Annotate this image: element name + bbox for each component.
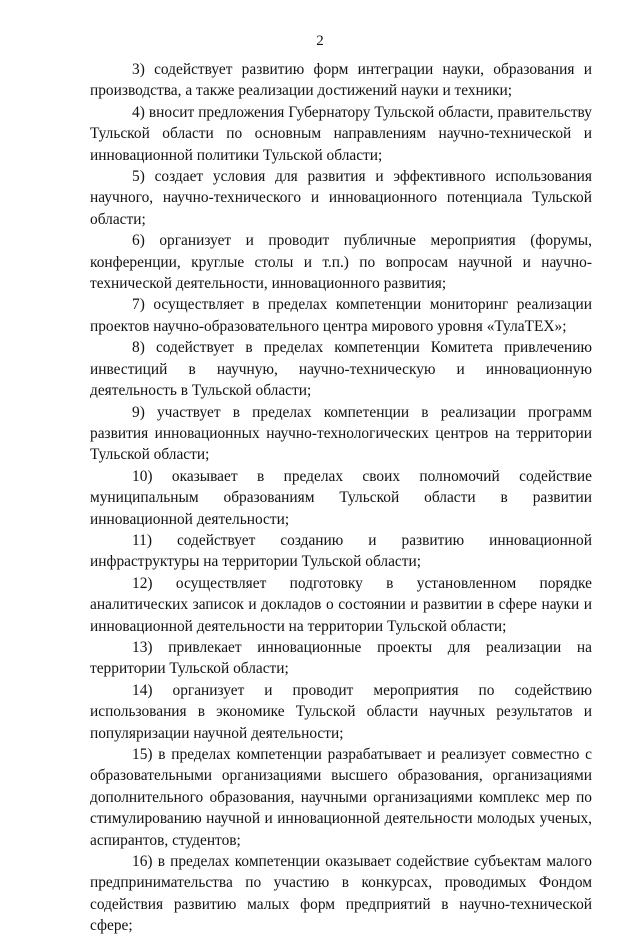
item-text: содействует созданию и развитию инновационной инфраструктуры на территории Тульской области; <box>90 531 592 571</box>
list-item <box>90 166 592 230</box>
item-text: создает условия для развития и эффективного использования научного, научно-технического и инновационного потенциала Тульской области; <box>90 168 592 228</box>
item-number: 13) <box>132 638 153 656</box>
item-text: участвует в пределах компетенции в реализации программ развития инновационных научно-технологических центров на территории Тульской области; <box>90 403 592 464</box>
item-number: 5) <box>132 168 145 186</box>
list-item <box>90 230 592 294</box>
list-item <box>90 744 592 851</box>
item-number: 7) <box>132 296 145 314</box>
list-item <box>90 530 592 573</box>
item-number: 16) <box>132 853 153 871</box>
item-text: организует и проводит мероприятия по содействию использования в экономике Тульской области научных результатов и популяризации научной деятельности; <box>90 681 592 742</box>
item-text: осуществляет подготовку в установленном порядке аналитических записок и докладов о состоянии и развитии в сфере науки и инновационной деятельности на территории Тульской области; <box>90 574 592 635</box>
list-item <box>90 59 592 102</box>
item-text: в пределах компетенции разрабатывает и реализует совместно с образовательными организациями высшего образования, организациями дополнительного образования, научными организациями комплекс мер по стимулированию научной и инновационной деятельности молодых ученых, аспирантов, студентов; <box>90 746 592 849</box>
item-number: 8) <box>132 339 145 357</box>
list-item <box>90 337 592 401</box>
item-text: содействует развитию форм интеграции науки, образования и производства, а также реализации достижений науки и техники; <box>90 61 592 100</box>
item-text: в пределах компетенции оказывает содействие субъектам малого предпринимательства по участию в конкурсах, проводимых Фондом содействия развитию малых форм предприятий в научно-технической сфере; <box>90 853 592 935</box>
item-number: 4) <box>132 103 145 121</box>
item-number: 3) <box>132 61 145 78</box>
list-item <box>90 637 592 680</box>
item-number: 10) <box>132 467 153 485</box>
list-item <box>90 851 592 937</box>
item-text: организует и проводит публичные мероприятия (форумы, конференции, круглые столы и т.п.) по вопросам научной и научно-технической деятельности, инновационного развития; <box>90 232 592 293</box>
item-text: осуществляет в пределах компетенции мониторинг реализации проектов научно-образовательного центра мирового уровня «ТулаТЕХ»; <box>90 296 592 335</box>
item-number: 11) <box>132 531 152 549</box>
item-number: 15) <box>132 746 153 763</box>
item-text: привлекает инновационные проекты для реализации на территории Тульской области; <box>90 638 592 678</box>
page-number: 2 <box>316 33 324 49</box>
list-item <box>90 102 592 166</box>
document-body <box>90 59 592 937</box>
item-text: содействует в пределах компетенции Комитета привлечению инвестиций в научную, научно-техническую и инновационную деятельность в Тульской области; <box>90 339 592 400</box>
item-text: оказывает в пределах своих полномочий содействие муниципальным образованиям Тульской области в развитии инновационной деятельности; <box>90 467 592 528</box>
item-text: вносит предложения Губернатору Тульской области, правительству Тульской области по основным направлениям научно-технической и инновационной политики Тульской области; <box>90 103 592 164</box>
item-number: 9) <box>132 403 145 421</box>
list-item <box>90 573 592 637</box>
item-number: 14) <box>132 681 153 699</box>
list-item <box>90 680 592 744</box>
list-item <box>90 294 592 337</box>
item-number: 6) <box>132 232 145 250</box>
list-item <box>90 466 592 530</box>
list-item <box>90 402 592 466</box>
item-number: 12) <box>132 574 153 592</box>
